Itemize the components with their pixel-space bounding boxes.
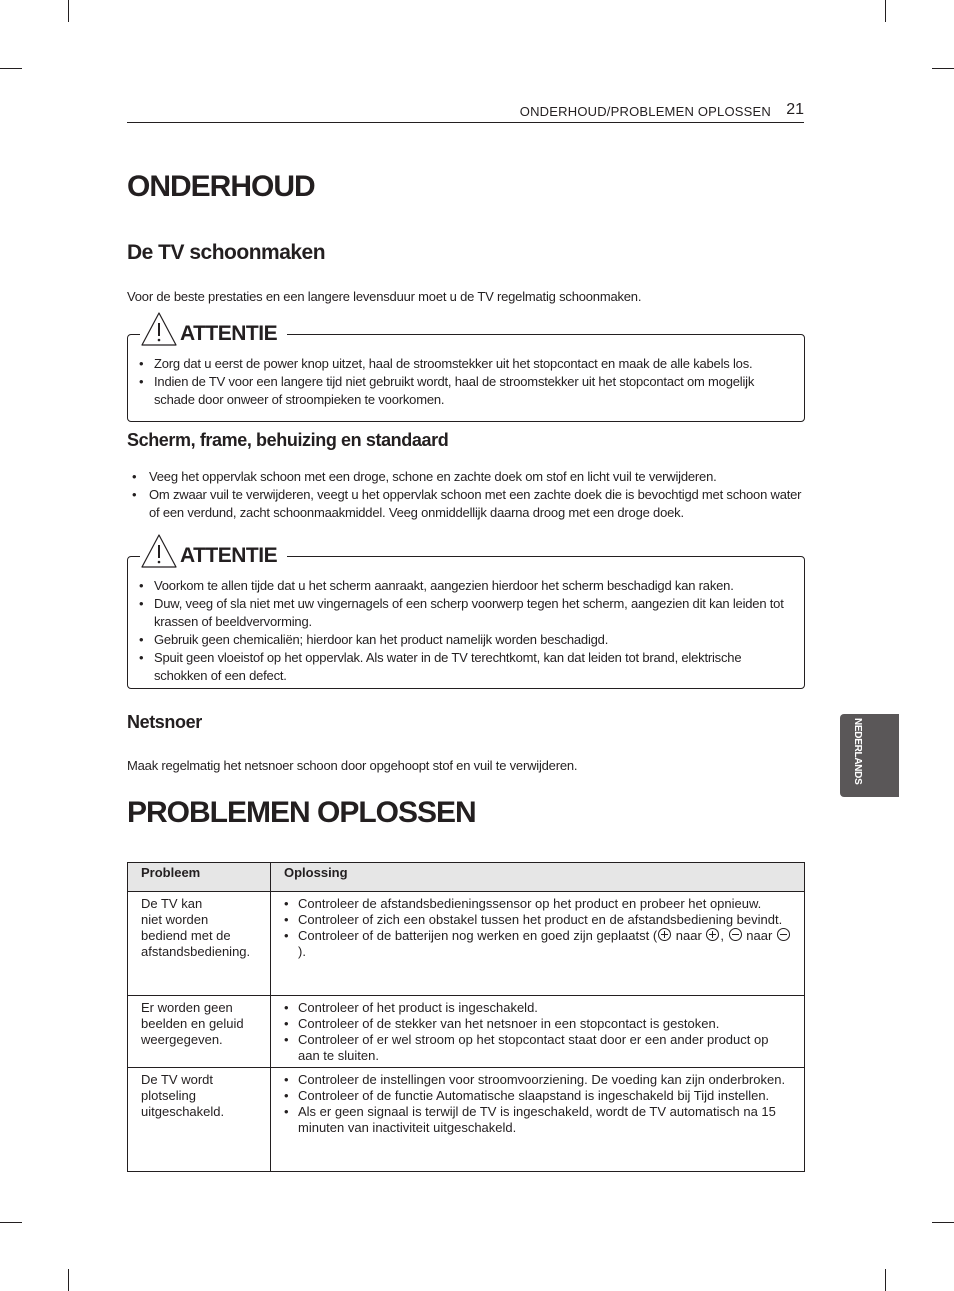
plus-terminal-icon — [658, 928, 671, 941]
list-item: • Controleer of het product is ingeschakeld. — [284, 1000, 538, 1015]
screen-cleaning-list — [127, 468, 804, 522]
list-item: • Zorg dat u eerst de power knop uitzet, haal de stroomstekker uit het stopcontact en maak de alle kabels los. — [139, 356, 753, 371]
list-item: • Om zwaar vuil te verwijderen, veegt u het oppervlak schoon met een zachte doek die is bevochtigd met schoon water of een verdund, zacht schoonmaakmiddel. Veeg onmiddellijk daarna droog met een droge doek. — [132, 487, 802, 520]
crop-mark — [68, 0, 69, 22]
list-item: • Controleer of de stekker van het netsnoer in een stopcontact is gestoken. — [284, 1016, 720, 1031]
list-item: • Controleer de instellingen voor stroomvoorziening. De voeding kan zijn onderbroken. — [284, 1072, 786, 1087]
page-number: 21 — [786, 101, 804, 118]
subsection-title-cord: Netsnoer — [127, 712, 202, 732]
table-header-row — [128, 863, 805, 892]
list-item: • Veeg het oppervlak schoon met een droge, schone en zachte doek om stof en licht vuil te verwijderen. — [132, 469, 717, 484]
running-header — [127, 100, 804, 123]
crop-mark — [68, 1269, 69, 1291]
caution-label: ATTENTIE — [180, 322, 278, 345]
plus-terminal-icon — [706, 928, 719, 941]
subsection-title-screen: Scherm, frame, behuizing en standaard — [127, 430, 449, 450]
caution-list — [134, 577, 784, 685]
crop-mark — [885, 0, 886, 22]
list-item: • Indien de TV voor een langere tijd niet gebruikt wordt, haal de stroomstekker uit het stopcontact om mogelijk schade door onweer of stroompieken te voorkomen. — [139, 374, 755, 407]
section-title-troubleshooting: PROBLEMEN OPLOSSEN — [127, 796, 476, 829]
list-item: • Controleer of zich een obstakel tussen het product en de afstandsbediening bevindt. — [284, 912, 783, 927]
caution-label: ATTENTIE — [180, 544, 278, 567]
crop-mark — [932, 1222, 954, 1223]
minus-terminal-icon — [729, 928, 742, 941]
language-tab — [840, 714, 899, 797]
section-title-maintenance: ONDERHOUD — [127, 170, 315, 203]
warning-triangle-icon — [140, 311, 178, 347]
list-item: • Duw, veeg of sla niet met uw vingernagels of een scherp voorwerp tegen het scherm, aangezien dit kan leiden tot krassen of beeldvervorming. — [139, 596, 784, 629]
caution-box — [127, 322, 805, 422]
cord-text: Maak regelmatig het netsnoer schoon door opgehoopt stof en vuil te verwijderen. — [127, 758, 578, 773]
crop-mark — [0, 68, 22, 69]
list-item: • Controleer de afstandsbedieningssensor op het product en probeer het opnieuw. — [284, 896, 762, 911]
solution-cell — [271, 892, 805, 996]
list-item: • Controleer of de batterijen nog werken en goed zijn geplaatst ( naar , naar ). — [284, 928, 791, 960]
crop-mark — [885, 1269, 886, 1291]
caution-list — [134, 355, 784, 409]
list-item: • Controleer of de functie Automatische slaapstand is ingeschakeld bij Tijd instellen. — [284, 1088, 770, 1103]
table-row — [128, 996, 805, 1068]
list-item: • Als er geen signaal is terwijl de TV is ingeschakeld, wordt de TV automatisch na 15 minuten van inactiviteit uitgeschakeld. — [284, 1104, 776, 1135]
crop-mark — [932, 68, 954, 69]
table-row — [128, 892, 805, 996]
problem-cell: De TV wordt plotseling uitgeschakeld. — [128, 1068, 271, 1172]
subsection-title-cleaning: De TV schoonmaken — [127, 241, 326, 264]
minus-terminal-icon — [777, 928, 790, 941]
list-item: • Spuit geen vloeistof op het oppervlak. Als water in de TV terechtkomt, kan dat leiden tot brand, elektrische schokken of een defect. — [139, 650, 742, 683]
solution-cell — [271, 1068, 805, 1172]
solution-cell — [271, 996, 805, 1068]
caution-heading — [140, 307, 287, 347]
problem-cell: De TV kan niet worden bediend met de afstandsbediening. — [128, 892, 271, 996]
crop-mark — [0, 1222, 22, 1223]
warning-triangle-icon — [140, 533, 178, 569]
problem-cell: Er worden geen beelden en geluid weergegeven. — [128, 996, 271, 1068]
language-tab-label: NEDERLANDS — [852, 718, 863, 785]
caution-box — [127, 544, 805, 689]
list-item: • Gebruik geen chemicaliën; hierdoor kan het product namelijk worden beschadigd. — [139, 632, 609, 647]
troubleshooting-table — [127, 862, 805, 1172]
cleaning-intro: Voor de beste prestaties en een langere levensduur moet u de TV regelmatig schoonmaken. — [127, 289, 642, 304]
list-item: • Controleer of er wel stroom op het stopcontact staat door er een ander product op aan te sluiten. — [284, 1032, 769, 1063]
caution-heading — [140, 529, 287, 569]
table-row — [128, 1068, 805, 1172]
column-header-solution: Oplossing — [271, 863, 805, 892]
list-item: • Voorkom te allen tijde dat u het scherm aanraakt, aangezien hierdoor het scherm beschadigd kan raken. — [139, 578, 734, 593]
column-header-problem: Probleem — [128, 863, 271, 892]
running-title: ONDERHOUD/PROBLEMEN OPLOSSEN — [519, 104, 771, 119]
